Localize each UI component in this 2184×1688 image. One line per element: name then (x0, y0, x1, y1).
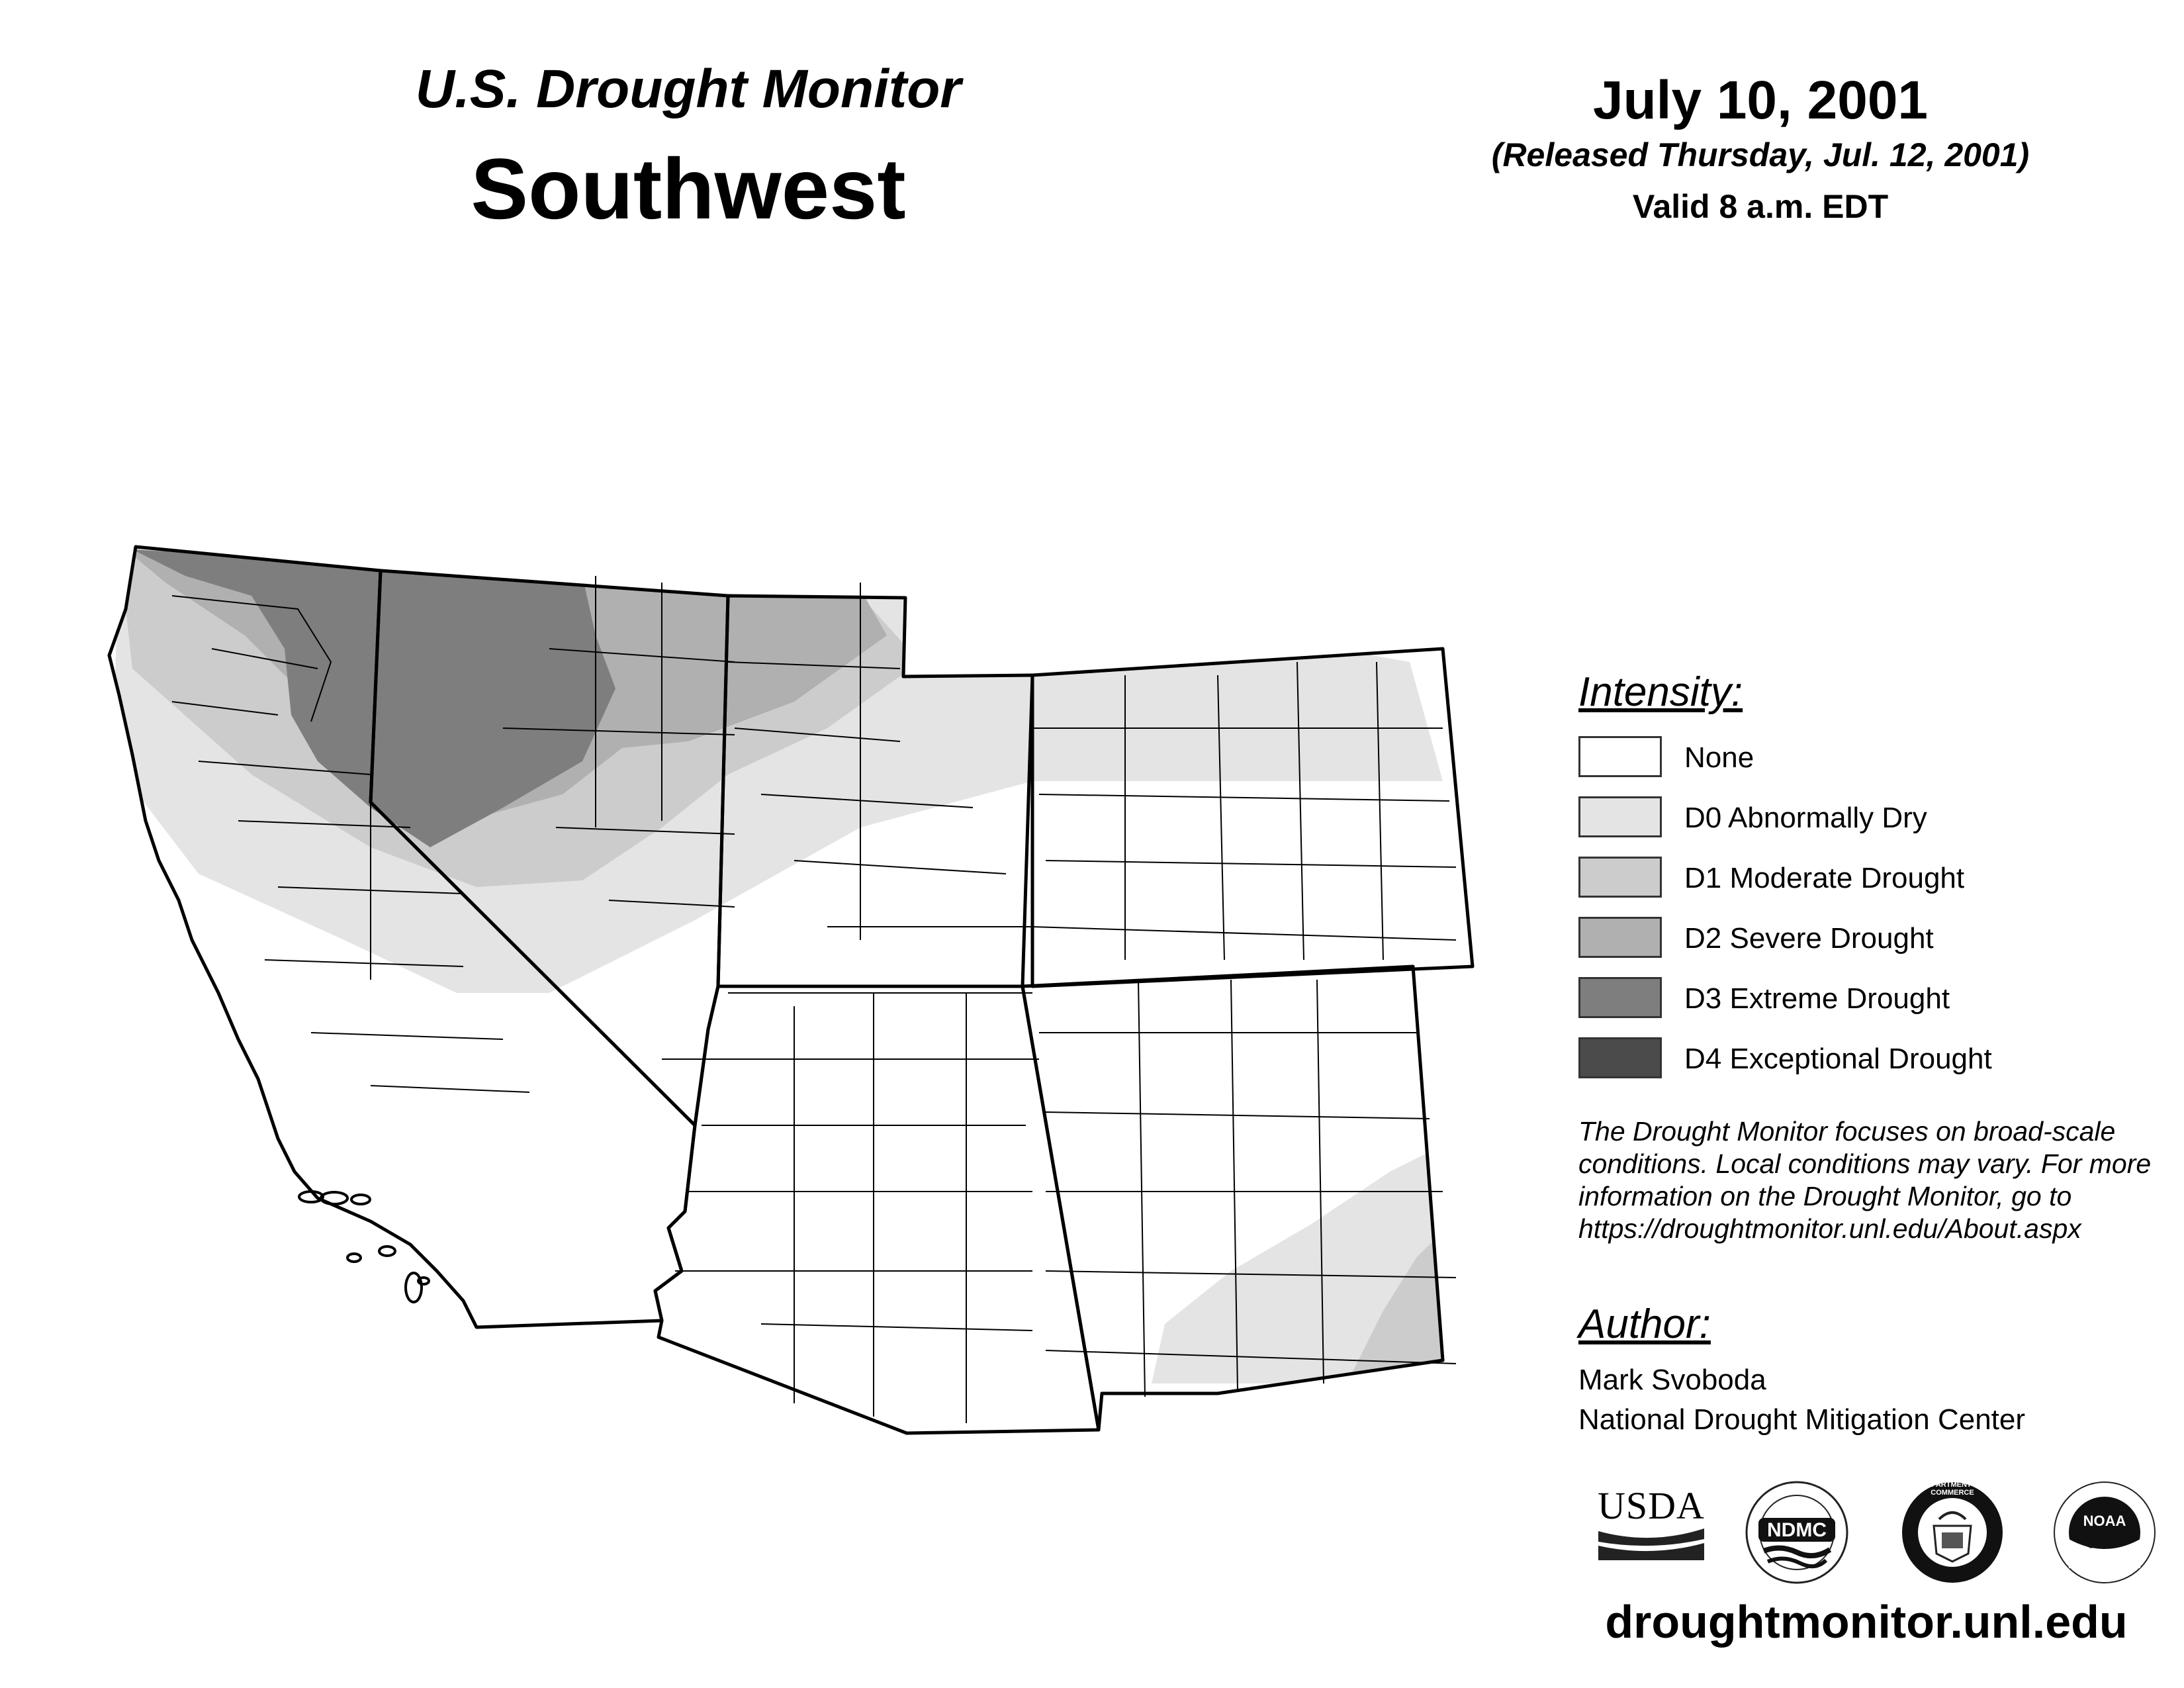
disclaimer-text: The Drought Monitor focuses on broad-scale conditions. Local conditions may vary. For more information on the Drought Monitor, go to https://droughtmonitor.unl.edu/About.aspx (1578, 1116, 2152, 1244)
legend-label-d4: D4 Exceptional Drought (1684, 1043, 1992, 1075)
legend-label-d0: D0 Abnormally Dry (1684, 802, 1927, 834)
ndmc-logo-text: NDMC (1767, 1519, 1827, 1541)
usda-logo (1595, 1486, 1707, 1566)
legend-swatch-d2 (1578, 917, 1662, 958)
legend-swatch-d3 (1578, 977, 1662, 1018)
author-name: Mark Svoboda (1578, 1364, 1766, 1396)
legend-swatch-d4 (1578, 1037, 1662, 1078)
map-subtitle: U.S. Drought Monitor (415, 59, 962, 119)
usda-logo-mark (1595, 1526, 1707, 1566)
legend-label-none: None (1684, 741, 1754, 774)
author-organization: National Drought Mitigation Center (1578, 1403, 2026, 1436)
map-title: Southwest (471, 140, 906, 237)
author-title: Author: (1578, 1301, 1711, 1347)
valid-time: Valid 8 a.m. EDT (1632, 188, 1889, 225)
ndmc-logo (1744, 1479, 1850, 1585)
legend-label-d2: D2 Severe Drought (1684, 922, 1934, 955)
legend-swatch-d1 (1578, 857, 1662, 898)
map-date: July 10, 2001 (1592, 70, 1929, 130)
legend-title: Intensity: (1578, 669, 1743, 715)
website-url[interactable]: droughtmonitor.unl.edu (1605, 1596, 2128, 1648)
legend-label-d3: D3 Extreme Drought (1684, 982, 1950, 1015)
noaa-logo (2052, 1479, 2158, 1585)
release-date: (Released Thursday, Jul. 12, 2001) (1491, 136, 2030, 173)
department-of-commerce-seal-text: DEPARTMENT OF COMMERCE (1921, 1481, 1983, 1497)
usda-logo-text: USDA (1598, 1484, 1705, 1527)
noaa-logo-text: NOAA (2083, 1513, 2126, 1529)
legend-swatch-d0 (1578, 796, 1662, 837)
legend-swatch-none (1578, 736, 1662, 777)
department-of-commerce-seal (1899, 1479, 2005, 1585)
legend-label-d1: D1 Moderate Drought (1684, 862, 1965, 894)
